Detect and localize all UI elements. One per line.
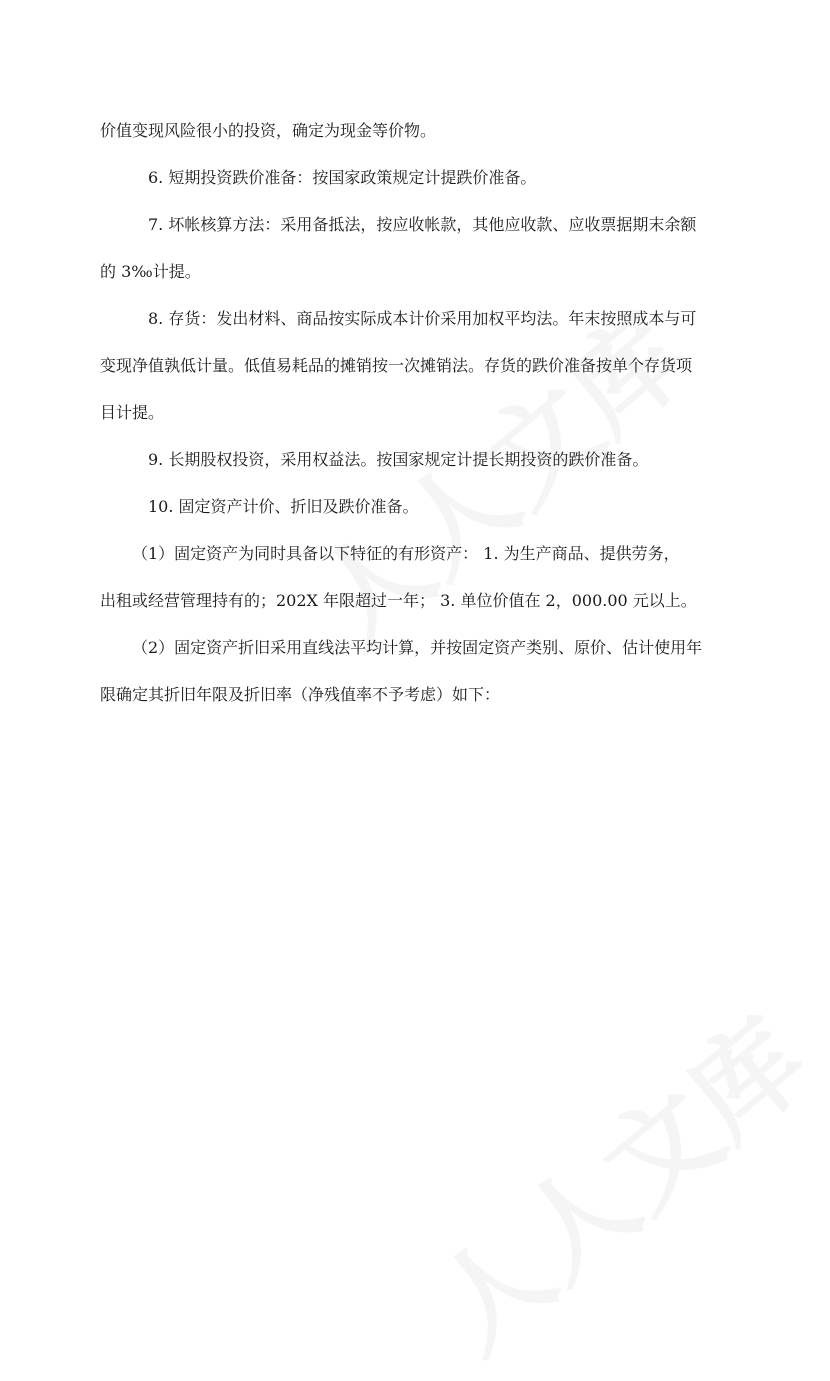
paragraph-line: （1）固定资产为同时具备以下特征的有形资产： 1. 为生产商品、提供劳务，	[132, 544, 680, 563]
paragraph-line: （2）固定资产折旧采用直线法平均计算，并按固定资产类别、原价、估计使用年	[132, 638, 703, 657]
paragraph-line: 限确定其折旧年限及折旧率（净残值率不予考虑）如下：	[100, 685, 501, 704]
paragraph-line: 8. 存货：发出材料、商品按实际成本计价采用加权平均法。年末按照成本与可	[148, 309, 697, 328]
paragraph-line: 的 3‰计提。	[100, 262, 201, 281]
paragraph-line: 目计提。	[100, 403, 165, 422]
watermark	[396, 977, 830, 1381]
paragraph-line: 6. 短期投资跌价准备：按国家政策规定计提跌价准备。	[148, 168, 537, 187]
paragraph-line: 出租或经营管理持有的；202X 年限超过一年； 3. 单位价值在 2，000.00 元以上。	[100, 591, 697, 610]
watermark	[276, 272, 715, 676]
paragraph-line: 10. 固定资产计价、折旧及跌价准备。	[148, 497, 419, 516]
paragraph-line: 价值变现风险很小的投资，确定为现金等价物。	[100, 121, 437, 140]
paragraph-line: 7. 坏帐核算方法：采用备抵法，按应收帐款，其他应收款、应收票据期末余额	[148, 215, 697, 234]
paragraph-line: 变现净值孰低计量。低值易耗品的摊销按一次摊销法。存货的跌价准备按单个存货项	[100, 356, 693, 375]
paragraph-line: 9. 长期股权投资，采用权益法。按国家规定计提长期投资的跌价准备。	[148, 450, 649, 469]
